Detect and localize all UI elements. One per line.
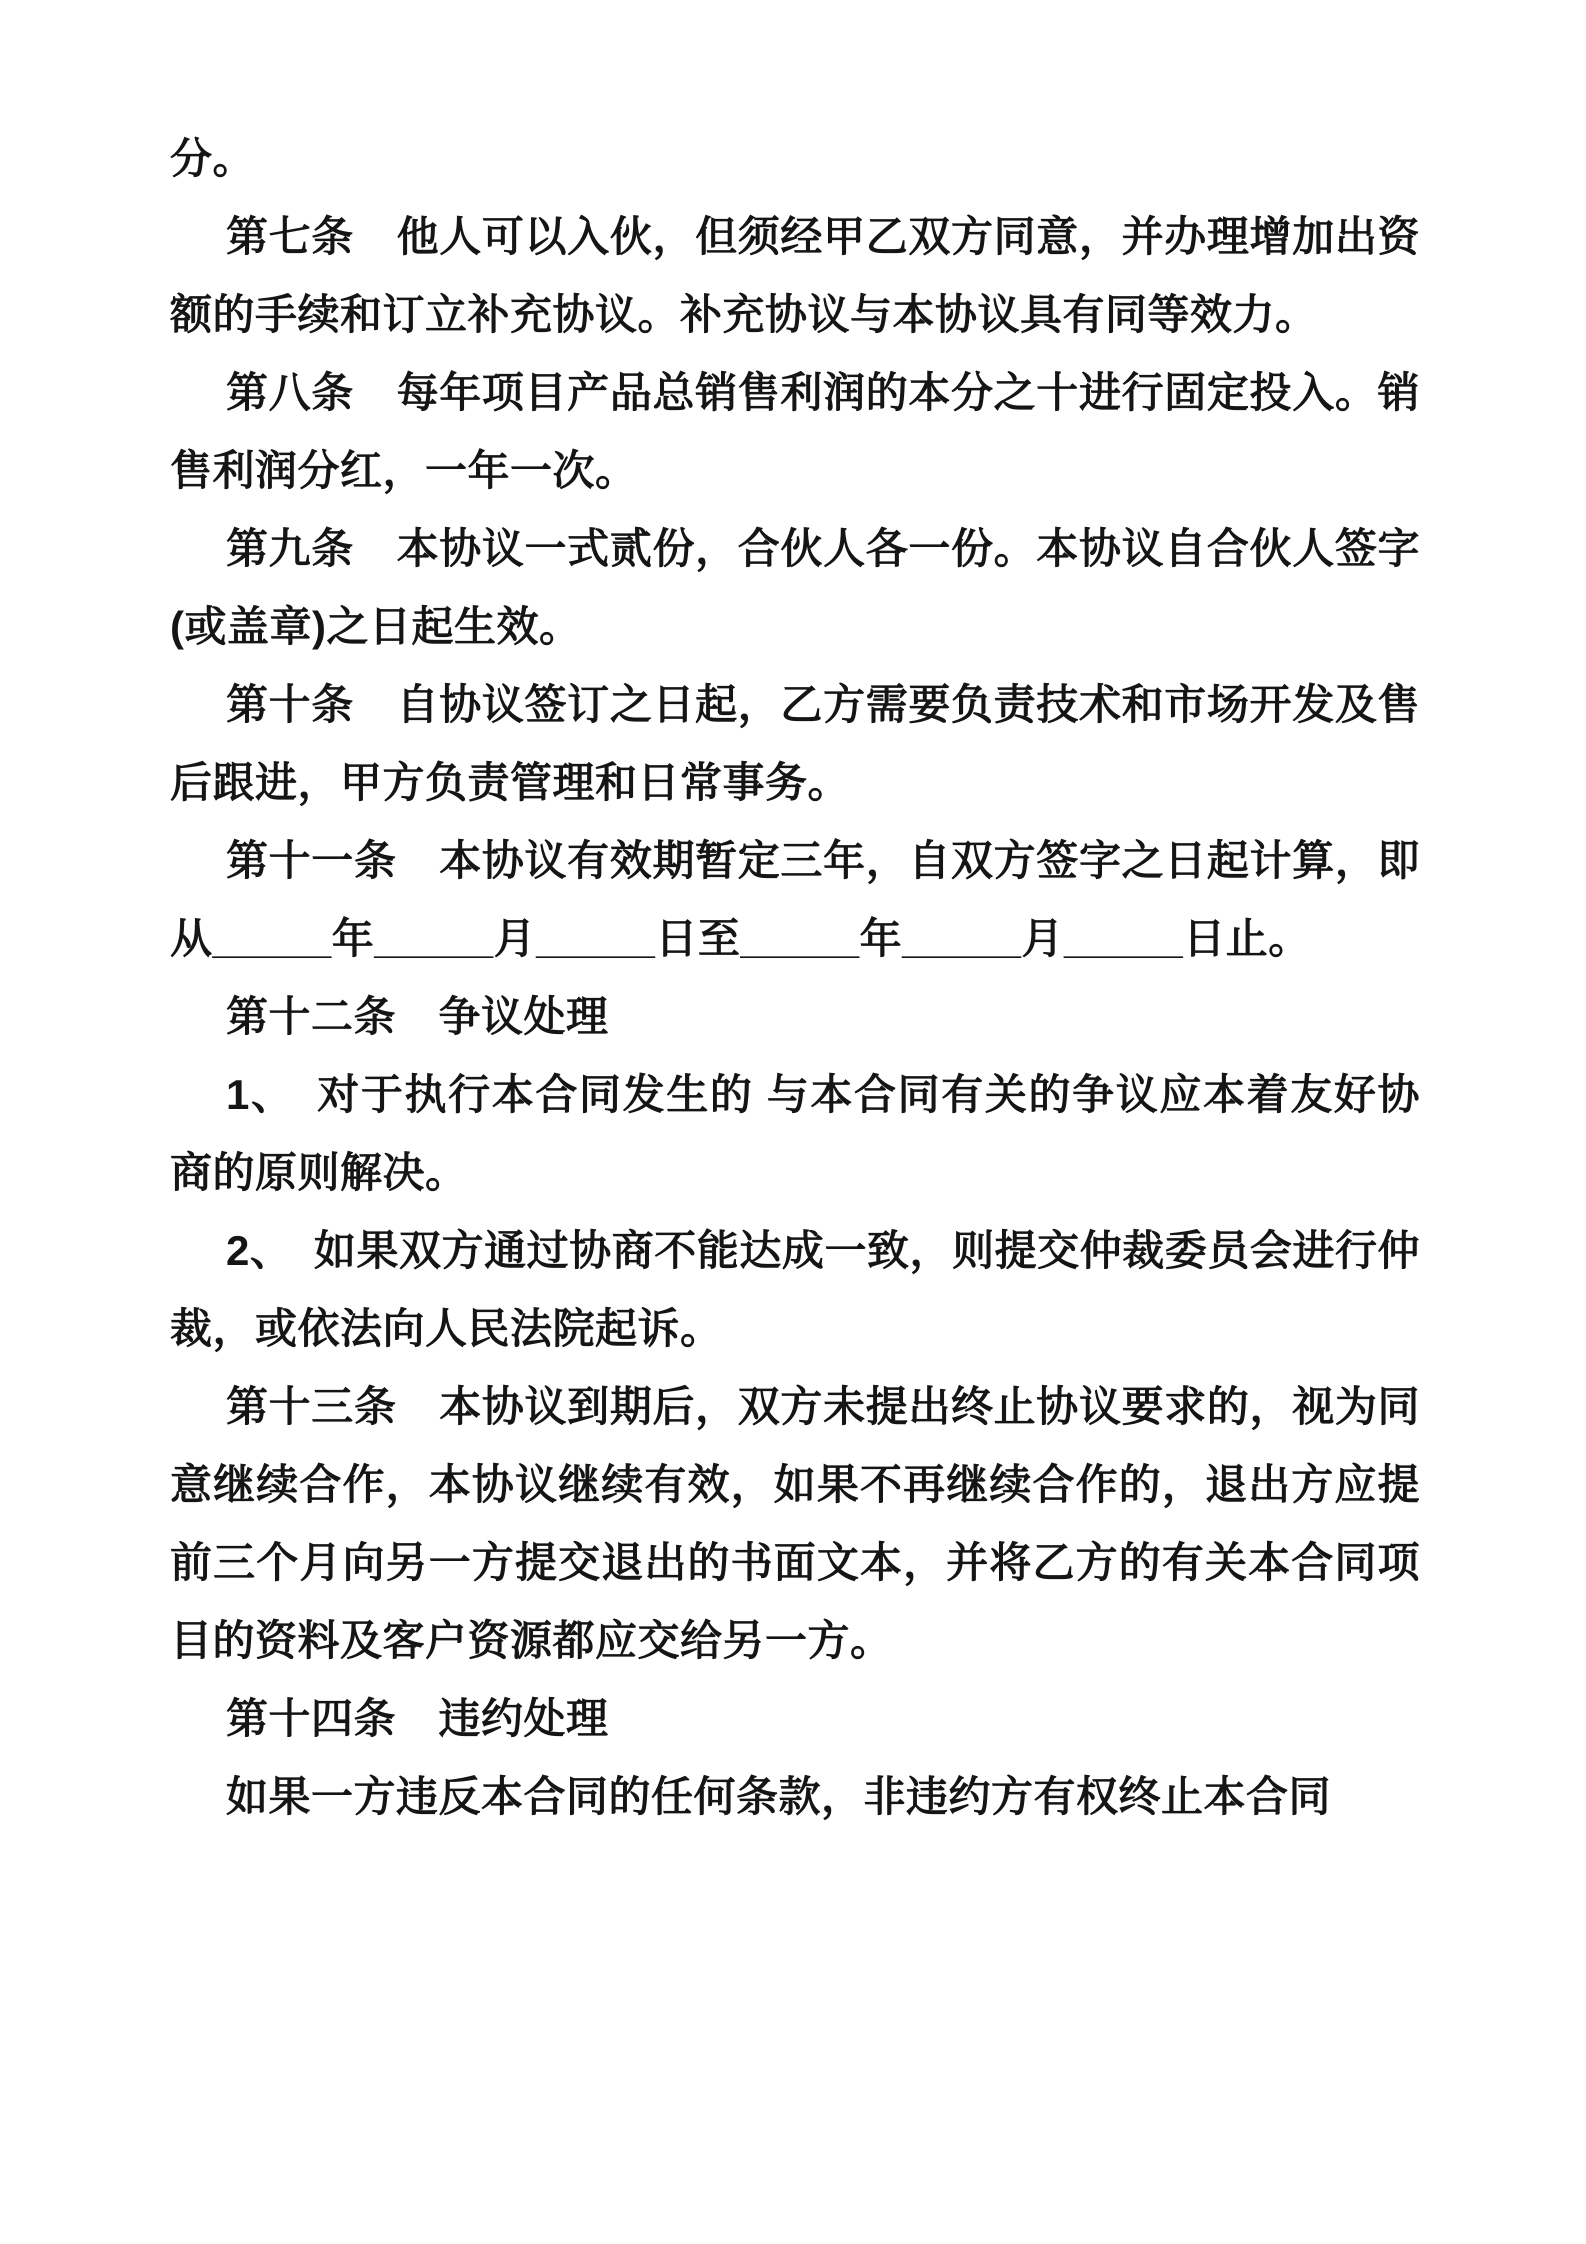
paragraph: 如果一方违反本合同的任何条款，非违约方有权终止本合同 bbox=[226, 1773, 1332, 1820]
document-content bbox=[170, 120, 1420, 1836]
paragraph: 第十一条 本协议有效期暂定三年，自双方签字之日起计算，即从_____年_____月_____日至_____年_____月_____日止。 bbox=[170, 837, 1420, 962]
paragraph: 第七条 他人可以入伙，但须经甲乙双方同意，并办理增加出资额的手续和订立补充协议。补充协议与本协议具有同等效力。 bbox=[170, 213, 1420, 338]
paragraph: 第十三条 本协议到期后，双方未提出终止协议要求的，视为同意继续合作，本协议继续有效，如果不再继续合作的，退出方应提前三个月向另一方提交退出的书面文本，并将乙方的有关本合同项目的资料及客户资源都应交给另一方。 bbox=[170, 1383, 1420, 1664]
paragraph: 第十条 自协议签订之日起，乙方需要负责技术和市场开发及售后跟进，甲方负责管理和日常事务。 bbox=[170, 681, 1420, 806]
paragraph: 第八条 每年项目产品总销售利润的本分之十进行固定投入。销售利润分红，一年一次。 bbox=[170, 369, 1420, 494]
paragraph: 第九条 本协议一式贰份，合伙人各一份。本协议自合伙人签字(或盖章)之日起生效。 bbox=[170, 525, 1420, 650]
paragraph: 第十四条 违约处理 bbox=[226, 1695, 609, 1742]
paragraph: 第十二条 争议处理 bbox=[226, 993, 609, 1040]
paragraph: 2、 如果双方通过协商不能达成一致，则提交仲裁委员会进行仲裁，或依法向人民法院起诉。 bbox=[170, 1227, 1420, 1352]
paragraph: 1、 对于执行本合同发生的 与本合同有关的争议应本着友好协商的原则解决。 bbox=[170, 1071, 1420, 1196]
paragraph: 分。 bbox=[170, 135, 256, 182]
